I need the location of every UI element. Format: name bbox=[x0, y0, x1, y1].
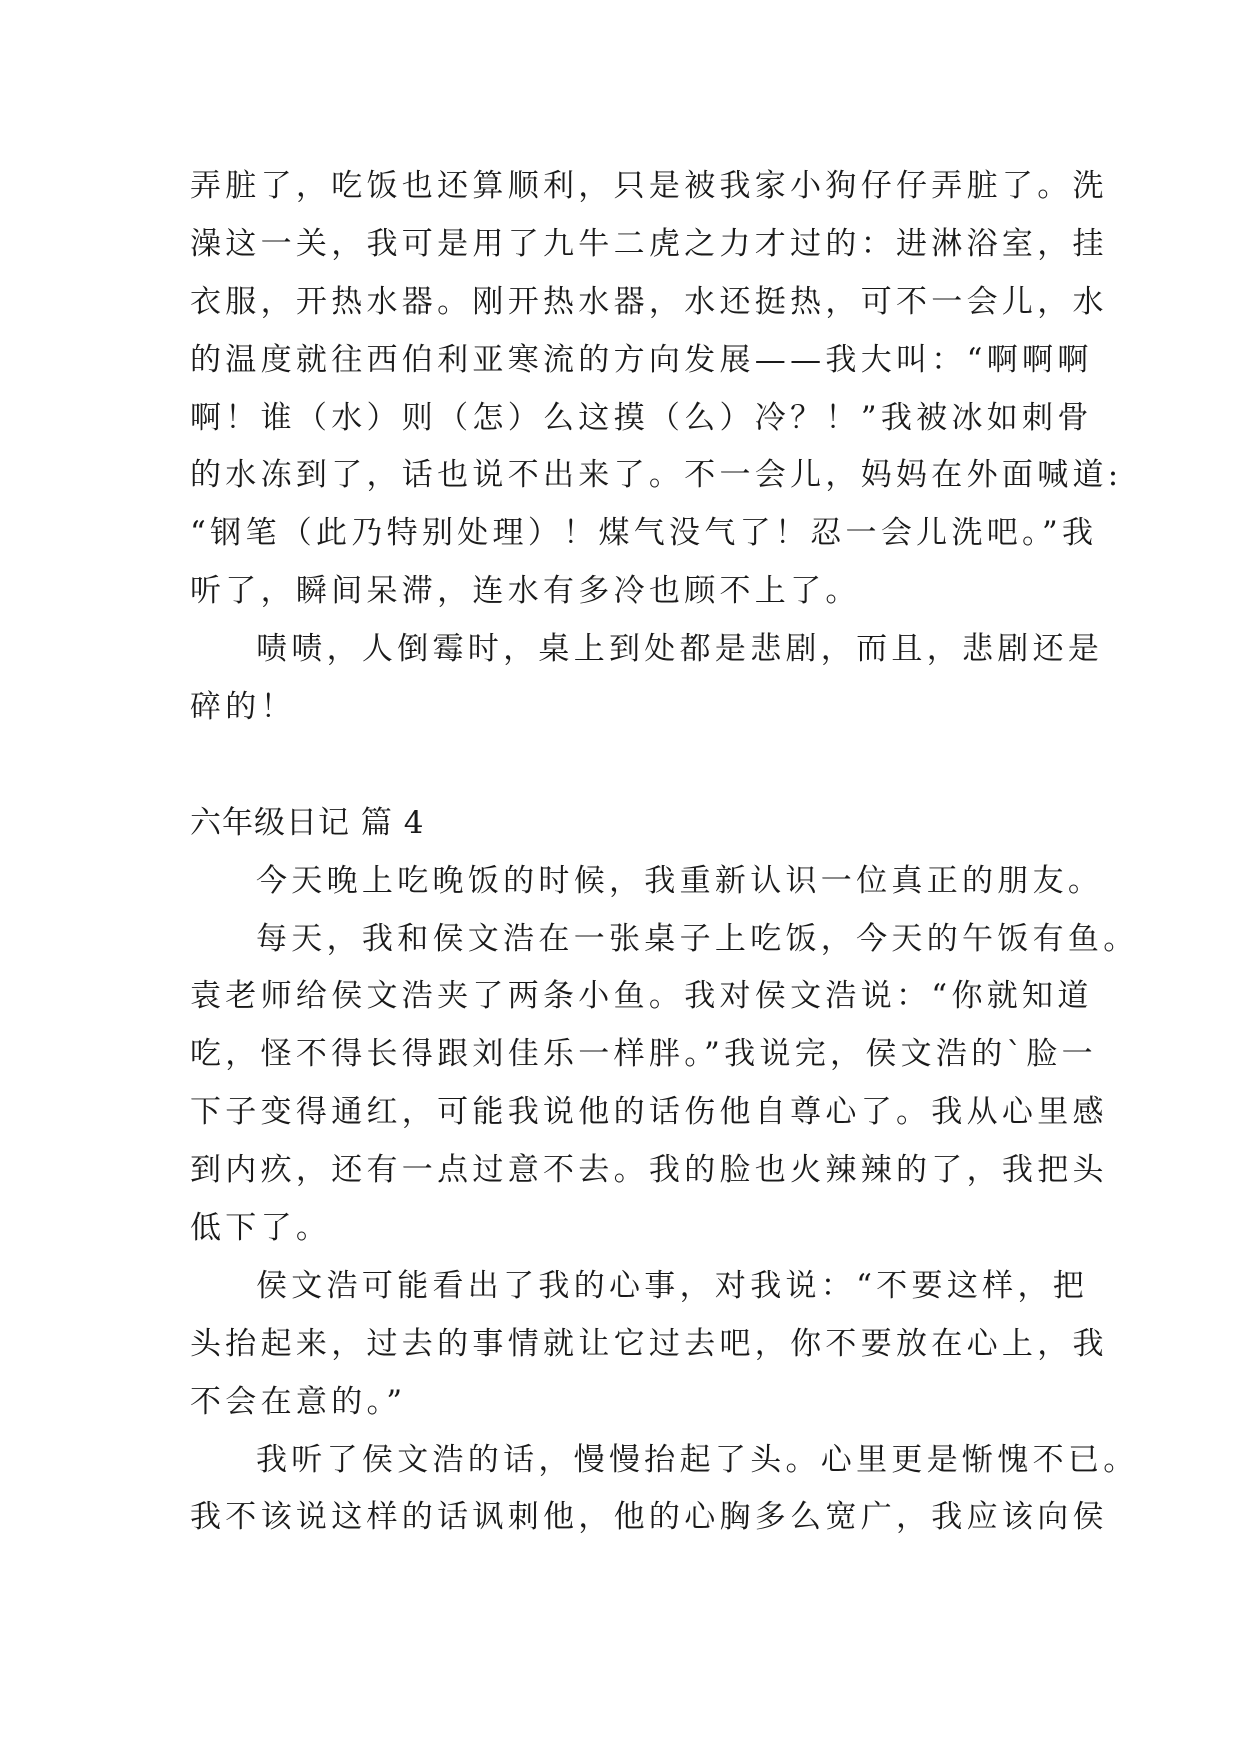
text-line: 侯文浩可能看出了我的心事，对我说：“不要这样，把 bbox=[256, 1267, 1089, 1304]
text-line: 袁老师给侯文浩夹了两条小鱼。我对侯文浩说：“你就知道 bbox=[190, 978, 1093, 1015]
text-line: 衣服，开热水器。刚开热水器，水还挺热，可不一会儿，水 bbox=[190, 283, 1108, 320]
text-line: 我听了侯文浩的话，慢慢抬起了头。心里更是惭愧不已。 bbox=[256, 1441, 1139, 1478]
document-page bbox=[190, 158, 1139, 1547]
text-line: 下子变得通红，可能我说他的话伤他自尊心了。我从心里感 bbox=[190, 1094, 1108, 1131]
text-line: 弄脏了，吃饭也还算顺利，只是被我家小狗仔仔弄脏了。洗 bbox=[190, 168, 1108, 204]
text-line: 啊！谁（水）则（怎）么这摸（么）冷？！”我被冰如刺骨 bbox=[190, 399, 1093, 436]
text-line: 的温度就往西伯利亚寒流的方向发展——我大叫：“啊啊啊 bbox=[190, 341, 1093, 378]
text-line: 低下了。 bbox=[190, 1210, 332, 1247]
text-line: 不会在意的。” bbox=[190, 1383, 407, 1420]
text-line: 听了，瞬间呆滞，连水有多冷也顾不上了。 bbox=[190, 573, 861, 610]
text-line: “钢笔（此乃特别处理）！煤气没气了！忍一会儿洗吧。”我 bbox=[190, 515, 1098, 552]
section-spacer bbox=[190, 737, 1060, 795]
text-line: 到内疚，还有一点过意不去。我的脸也火辣辣的了，我把头 bbox=[190, 1152, 1108, 1189]
paragraph-intro bbox=[190, 853, 1104, 911]
paragraph-conclusion bbox=[190, 621, 1104, 737]
text-line: 的水冻到了，话也说不出来了。不一会儿，妈妈在外面喊道: bbox=[190, 457, 1123, 494]
text-line: 碎的！ bbox=[190, 689, 296, 726]
text-line: 吃，怪不得长得跟刘佳乐一样胖。”我说完，侯文浩的`脸一 bbox=[190, 1036, 1097, 1073]
paragraph-reflection bbox=[190, 1432, 1139, 1548]
text-line: 澡这一关，我可是用了九牛二虎之力才过的：进淋浴室，挂 bbox=[190, 225, 1108, 262]
paragraph-bath-story bbox=[190, 158, 1123, 621]
text-line: 头抬起来，过去的事情就让它过去吧，你不要放在心上，我 bbox=[190, 1325, 1108, 1362]
paragraph-friend-reply bbox=[190, 1258, 1108, 1432]
paragraph-lunch bbox=[190, 911, 1139, 1258]
text-line: 每天，我和侯文浩在一张桌子上吃饭，今天的午饭有鱼。 bbox=[256, 920, 1139, 957]
text-line: 啧啧，人倒霉时，桌上到处都是悲剧，而且，悲剧还是 bbox=[256, 631, 1104, 668]
text-line: 我不该说这样的话讽刺他，他的心胸多么宽广，我应该向侯 bbox=[190, 1499, 1108, 1536]
section-heading: 六年级日记 篇 4 bbox=[190, 804, 425, 841]
text-line: 今天晚上吃晚饭的时候，我重新认识一位真正的朋友。 bbox=[256, 862, 1104, 899]
